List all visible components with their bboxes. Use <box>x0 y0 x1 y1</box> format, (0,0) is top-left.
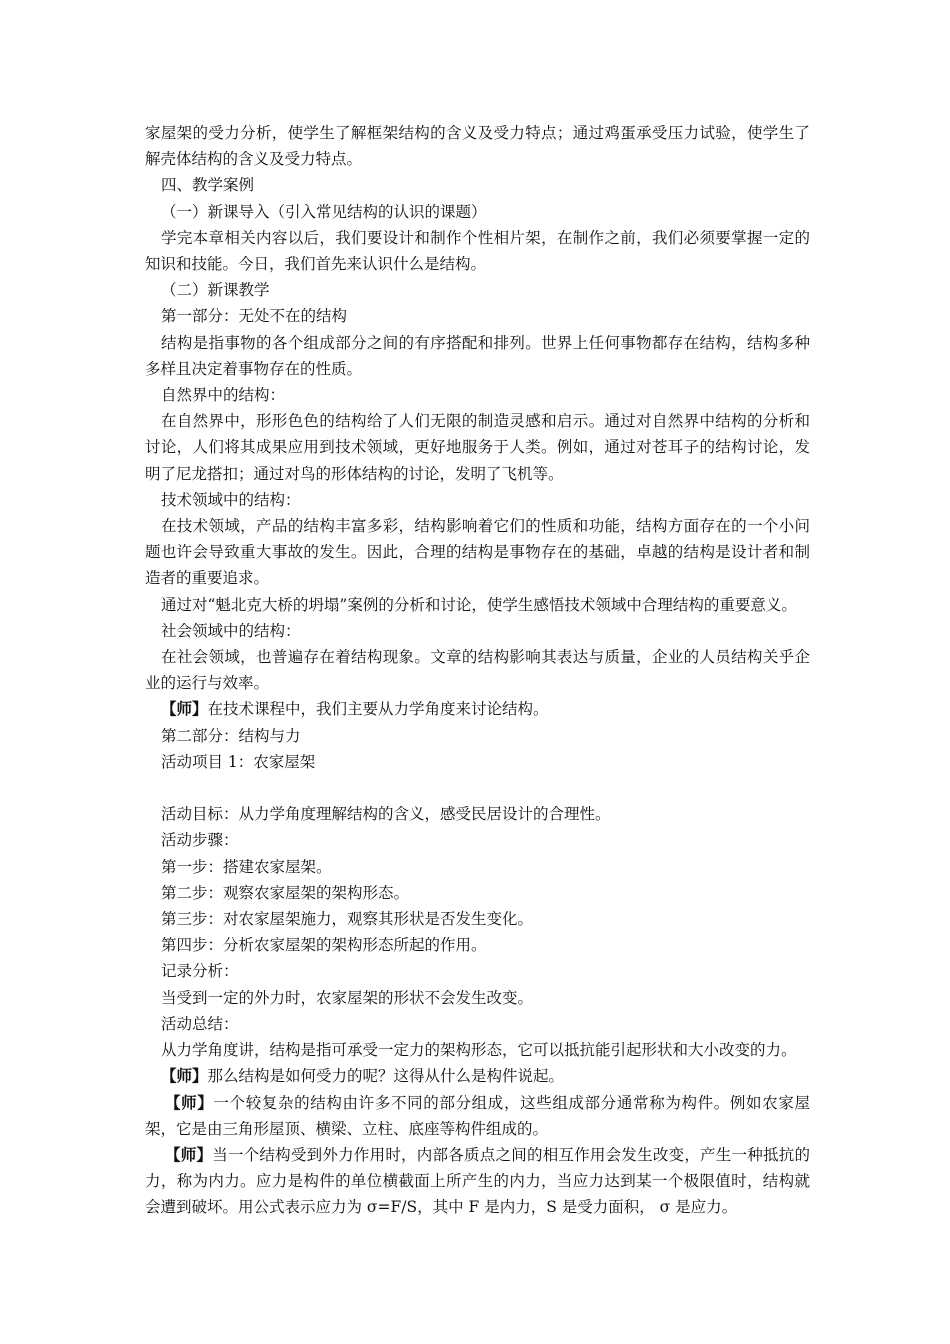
record-analysis-heading: 记录分析： <box>161 962 239 981</box>
teacher-remark-text: 当一个结构受到外力作用时，内部各质点之间的相互作用会发生改变，产生一种抵抗的力，称为内力。应力是构件的单位横截面上所产生的内力，当应力达到某一个极限值时，结构就会遭到破坏。用公式表示应力为 σ=F/S，其中 F 是内力，S 是受力面积， σ 是应力。 <box>145 1145 810 1217</box>
heading-social-structures: 社会领域中的结构： <box>161 621 301 640</box>
activity-step-4: 第四步：分析农家屋架的架构形态所起的作用。 <box>161 936 487 955</box>
heading-nature-structures: 自然界中的结构： <box>161 386 286 405</box>
activity-goal: 活动目标：从力学角度理解结构的含义，感受民居设计的合理性。 <box>161 805 611 824</box>
teacher-remark-mechanics <box>145 696 810 722</box>
paragraph-nature-structures: 在自然界中，形形色色的结构给了人们无限的制造灵感和启示。通过对自然界中结构的分析和讨论，人们将其成果应用到技术领域，更好地服务于人类。例如，通过对苍耳子的结构讨论，发明了尼龙搭扣；通过对鸟的形体结构的讨论，发明了飞机等。 <box>145 412 810 483</box>
subheading-new-lesson-intro: （一）新课导入（引入常见结构的认识的课题） <box>161 202 487 221</box>
activity-step-2: 第二步：观察农家屋架的架构形态。 <box>161 883 410 902</box>
activity-summary-text: 从力学角度讲，结构是指可承受一定力的架构形态，它可以抵抗能引起形状和大小改变的力。 <box>161 1041 797 1060</box>
document-body <box>145 120 810 1221</box>
teacher-remark-force <box>145 1063 810 1089</box>
paragraph-technical-structures: 在技术领域，产品的结构丰富多彩，结构影响着它们的性质和功能，结构方面存在的一个小问题也许会导致重大事故的发生。因此，合理的结构是事物存在的基础，卓越的结构是设计者和制造者的重要追求。 <box>145 517 810 588</box>
activity-steps-heading: 活动步骤： <box>161 831 239 850</box>
part-two-heading: 第二部分：结构与力 <box>161 726 301 745</box>
subheading-new-lesson-teaching: （二）新课教学 <box>161 281 270 300</box>
activity-step-3: 第三步：对农家屋架施力，观察其形状是否发生变化。 <box>161 910 534 929</box>
teacher-remark-text: 一个较复杂的结构由许多不同的部分组成，这些组成部分通常称为构件。例如农家屋架，它是由三角形屋顶、横梁、立柱、底座等构件组成的。 <box>145 1093 810 1138</box>
paragraph-lesson-intro: 学完本章相关内容以后，我们要设计和制作个性相片架，在制作之前，我们必须要掌握一定的知识和技能。今日，我们首先来认识什么是结构。 <box>145 228 810 274</box>
heading-technical-structures: 技术领域中的结构： <box>161 490 301 509</box>
paragraph-structure-definition: 结构是指事物的各个组成部分之间的有序搭配和排列。世界上任何事物都存在结构，结构多种多样且决定着事物存在的性质。 <box>145 333 810 378</box>
teacher-remark-stress <box>145 1142 810 1221</box>
paragraph-intro-continuation: 家屋架的受力分析，使学生了解框架结构的含义及受力特点；通过鸡蛋承受压力试验，使学生了解壳体结构的含义及受力特点。 <box>145 124 810 169</box>
teacher-remark-text: 在技术课程中，我们主要从力学角度来讨论结构。 <box>207 700 549 719</box>
teacher-remark-text: 那么结构是如何受力的呢？这得从什么是构件说起。 <box>207 1067 565 1086</box>
record-analysis-text: 当受到一定的外力时，农家屋架的形状不会发生改变。 <box>161 988 534 1007</box>
part-one-heading: 第一部分：无处不在的结构 <box>161 307 348 326</box>
activity-project-title: 活动项目 1：农家屋架 <box>161 752 316 771</box>
teacher-tag: 【师】 <box>161 699 208 719</box>
teacher-tag: 【师】 <box>165 1092 214 1112</box>
activity-step-1: 第一步：搭建农家屋架。 <box>161 857 332 876</box>
teacher-tag: 【师】 <box>165 1144 213 1164</box>
paragraph-social-structures: 在社会领域，也普遍存在着结构现象。文章的结构影响其表达与质量，企业的人员结构关乎企业的运行与效率。 <box>145 648 810 693</box>
section-heading-teaching-case: 四、教学案例 <box>161 176 255 195</box>
teacher-remark-components <box>145 1090 810 1142</box>
paragraph-bridge-case: 通过对“魁北克大桥的坍塌”案例的分析和讨论，使学生感悟技术领域中合理结构的重要意义。 <box>161 595 797 614</box>
activity-summary-heading: 活动总结： <box>161 1014 239 1033</box>
teacher-tag: 【师】 <box>161 1066 208 1086</box>
blank-line <box>145 775 810 801</box>
